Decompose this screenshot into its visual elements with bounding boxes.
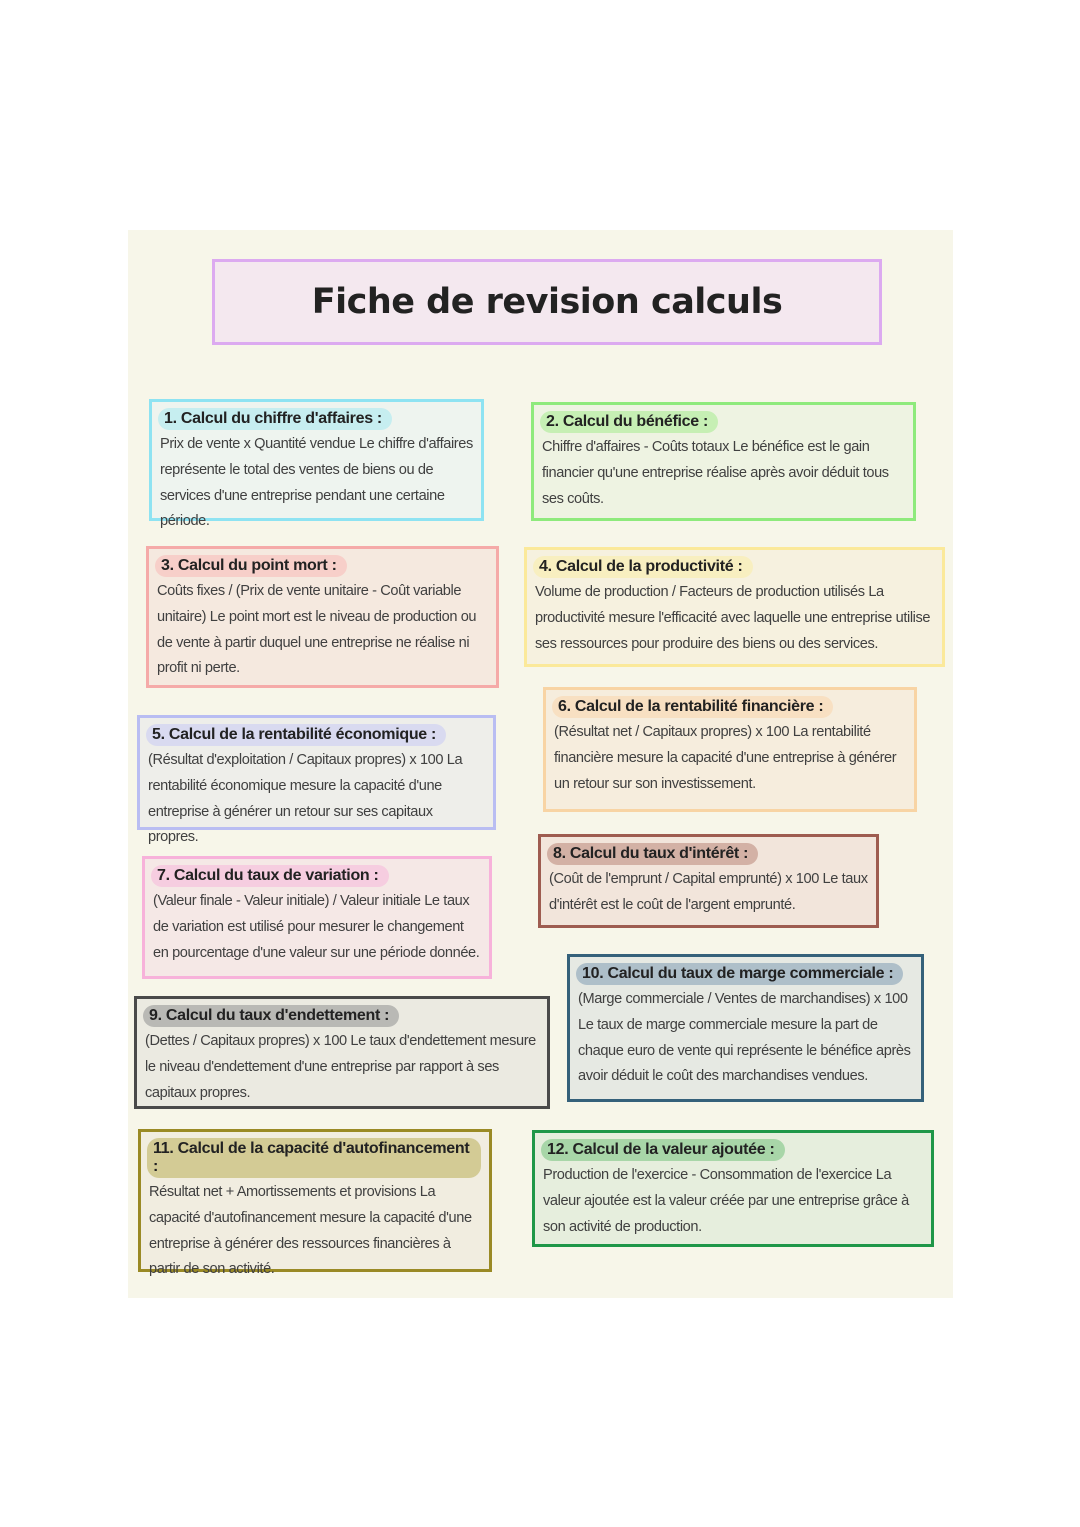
card-title: 9. Calcul du taux d'endettement :	[143, 1005, 399, 1027]
card-6	[543, 687, 917, 812]
card-title: 4. Calcul de la productivité :	[533, 556, 753, 578]
card-body: Chiffre d'affaires - Coûts totaux Le bénéfice est le gain financier qu'une entreprise réalise après avoir déduit tous ses coûts.	[542, 439, 889, 507]
card-body: (Marge commerciale / Ventes de marchandises) x 100 Le taux de marge commerciale mesure la part de chaque euro de vente qui représente le bénéfice après avoir déduit le coût des marchandises vendues.	[578, 991, 911, 1085]
card-11	[138, 1129, 492, 1278]
card-9	[134, 996, 550, 1109]
card-10	[567, 954, 924, 1102]
title-box	[212, 259, 882, 345]
card-body: Production de l'exercice - Consommation de l'exercice La valeur ajoutée est la valeur créée par une entreprise grâce à son activité de production.	[543, 1167, 909, 1235]
card-title: 3. Calcul du point mort :	[155, 555, 347, 577]
card-7	[142, 856, 492, 979]
card-title: 11. Calcul de la capacité d'autofinancement :	[147, 1138, 481, 1178]
card-4	[524, 547, 945, 667]
card-title: 10. Calcul du taux de marge commerciale :	[576, 963, 903, 985]
card-1	[149, 399, 484, 530]
card-title: 12. Calcul de la valeur ajoutée :	[541, 1139, 785, 1161]
card-8	[538, 834, 879, 928]
card-body: (Résultat d'exploitation / Capitaux propres) x 100 La rentabilité économique mesure la capacité d'une entreprise à générer un retour sur ses capitaux propres.	[148, 752, 463, 846]
card-title: 2. Calcul du bénéfice :	[540, 411, 718, 433]
card-12	[532, 1130, 934, 1247]
card-body: (Valeur finale - Valeur initiale) / Valeur initiale Le taux de variation est utilisé pour mesurer le changement en pourcentage d'une valeur sur une période donnée.	[153, 893, 480, 961]
card-title: 6. Calcul de la rentabilité financière :	[552, 696, 833, 718]
card-title: 8. Calcul du taux d'intérêt :	[547, 843, 758, 865]
card-title: 1. Calcul du chiffre d'affaires :	[158, 408, 392, 430]
card-title: 5. Calcul de la rentabilité économique :	[146, 724, 446, 746]
card-body: Coûts fixes / (Prix de vente unitaire - Coût variable unitaire) Le point mort est le niveau de production ou de vente à partir duquel une entreprise ne réalise ni profit ni perte.	[157, 583, 477, 677]
card-body: (Coût de l'emprunt / Capital emprunté) x 100 Le taux d'intérêt est le coût de l'argent emprunté.	[549, 871, 868, 913]
card-title: 7. Calcul du taux de variation :	[151, 865, 389, 887]
card-body: (Dettes / Capitaux propres) x 100 Le taux d'endettement mesure le niveau d'endettement d'une entreprise par rapport à ses capitaux propres.	[145, 1033, 536, 1101]
card-3	[146, 546, 499, 688]
card-body: Volume de production / Facteurs de production utilisés La productivité mesure l'efficacité avec laquelle une entreprise utilise ses ressources pour produire des biens ou des services.	[535, 584, 931, 652]
card-5	[137, 715, 496, 846]
page-title: Fiche de revision calculs	[311, 282, 783, 322]
card-body: Prix de vente x Quantité vendue Le chiffre d'affaires représente le total des ventes de biens ou de services d'une entreprise pendant une certaine période.	[160, 436, 473, 530]
card-2	[531, 402, 916, 521]
card-body: (Résultat net / Capitaux propres) x 100 La rentabilité financière mesure la capacité d'une entreprise à générer un retour sur son investissement.	[554, 724, 897, 792]
card-body: Résultat net + Amortissements et provisions La capacité d'autofinancement mesure la capacité d'une entreprise à générer des ressources financières à partir de son activité.	[149, 1184, 472, 1278]
